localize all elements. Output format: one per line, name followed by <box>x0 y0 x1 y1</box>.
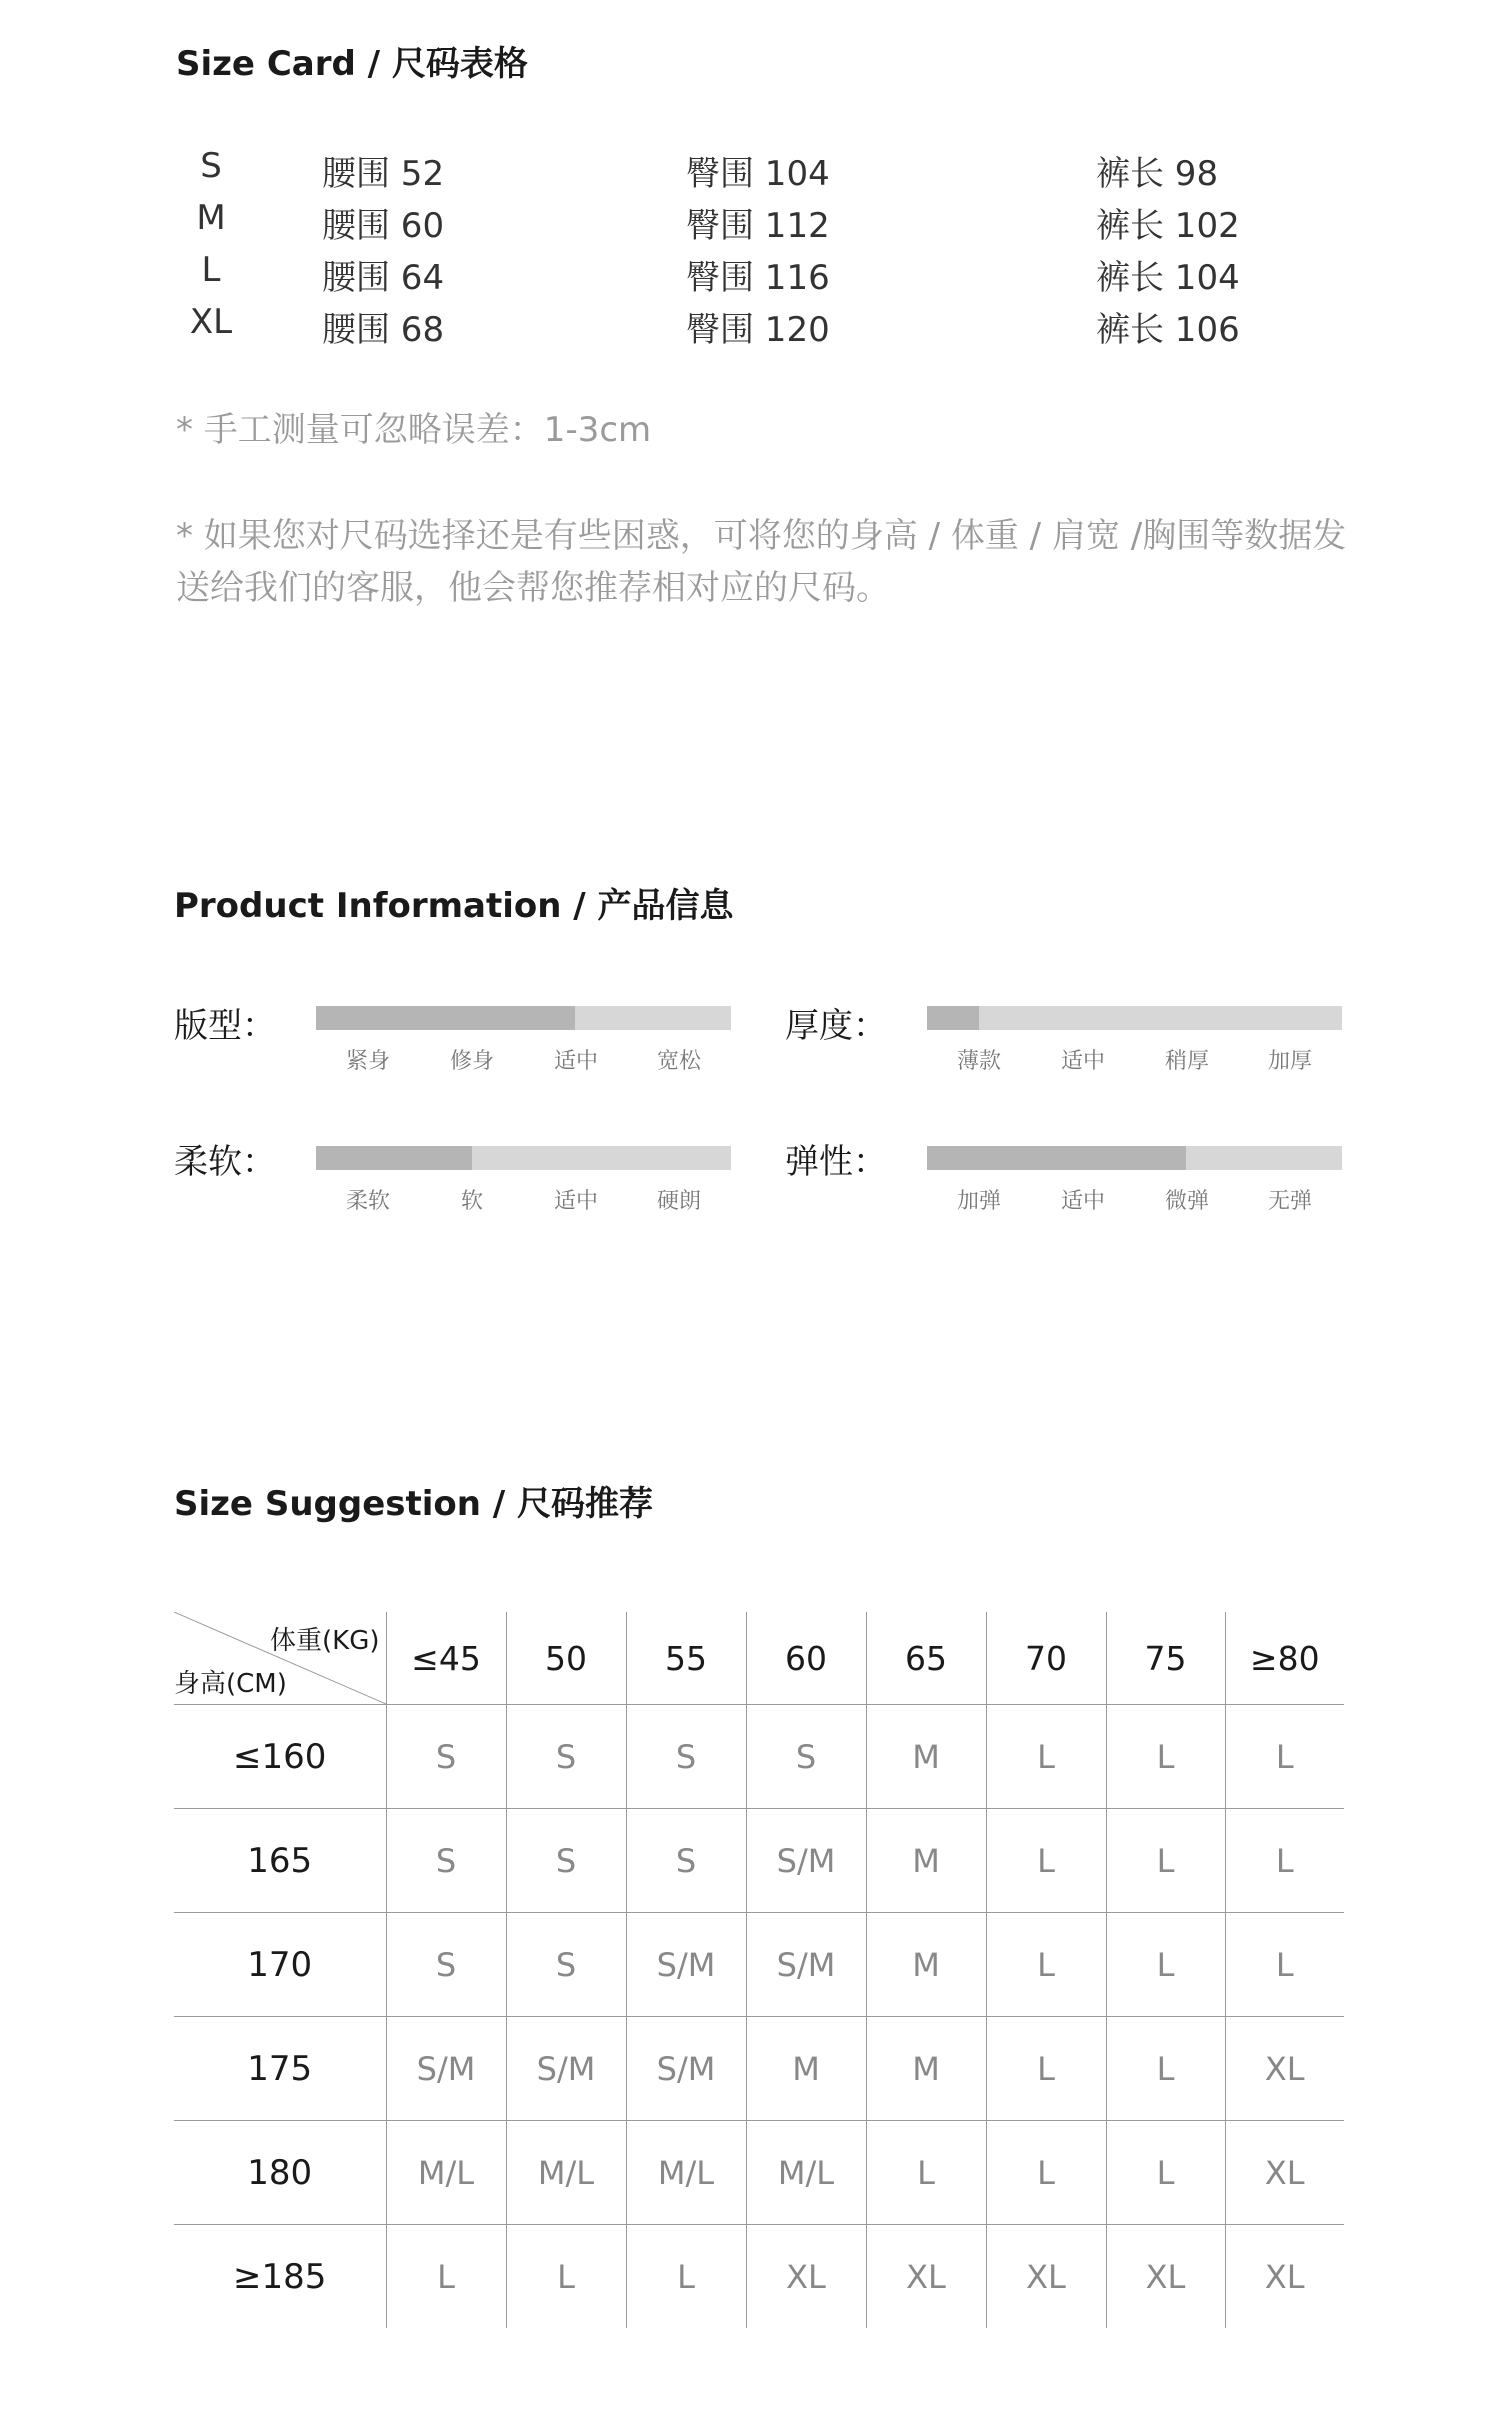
hip-value: 臀围 112 <box>686 206 830 246</box>
weight-header: ≥80 <box>1225 1612 1344 1705</box>
softness-ticks <box>316 1184 731 1214</box>
fit-bar <box>316 1006 731 1030</box>
size-row <box>176 302 1356 354</box>
height-header: 170 <box>174 1913 386 2017</box>
table-row <box>174 2017 1344 2121</box>
height-axis-label: 身高(CM) <box>174 1669 287 1699</box>
softness-bar <box>316 1146 731 1170</box>
size-cell: M/L <box>386 2121 506 2225</box>
size-cell: S/M <box>746 1913 866 2017</box>
size-label: L <box>201 250 221 290</box>
size-cell: S/M <box>626 2017 746 2121</box>
table-row <box>174 2121 1344 2225</box>
size-cell: S/M <box>746 1809 866 1913</box>
size-cell: L <box>386 2225 506 2329</box>
size-cell: L <box>506 2225 626 2329</box>
thickness-tick: 加厚 <box>1267 1049 1312 1074</box>
size-cell: M <box>866 1913 986 2017</box>
elasticity-bar-fill <box>927 1146 1186 1170</box>
fit-tick: 宽松 <box>656 1049 701 1074</box>
hip-value: 臀围 116 <box>686 258 830 298</box>
elasticity-tick: 无弹 <box>1267 1189 1312 1214</box>
fit-tick: 修身 <box>449 1049 494 1074</box>
waist-value: 腰围 64 <box>322 258 445 298</box>
softness-tick: 软 <box>460 1189 483 1214</box>
size-cell: S/M <box>626 1913 746 2017</box>
thickness-label: 厚度： <box>785 1006 887 1046</box>
fit-label: 版型： <box>174 1006 276 1046</box>
hip-value: 臀围 104 <box>686 154 830 194</box>
thickness-tick: 稍厚 <box>1164 1049 1209 1074</box>
size-cell: XL <box>1225 2121 1344 2225</box>
elasticity-ticks <box>927 1184 1342 1214</box>
waist-value: 腰围 68 <box>322 310 445 350</box>
fit-tick: 适中 <box>553 1049 598 1074</box>
elasticity-label: 弹性： <box>785 1142 887 1182</box>
elasticity-tick: 加弹 <box>956 1189 1001 1214</box>
size-label: M <box>196 198 226 238</box>
weight-header: ≤45 <box>386 1612 506 1705</box>
thickness-tick: 薄款 <box>956 1049 1001 1074</box>
table-row <box>174 2225 1344 2329</box>
size-cell: L <box>1106 1913 1225 2017</box>
fit-bar-fill <box>316 1006 575 1030</box>
size-cell: S <box>746 1705 866 1809</box>
size-cell: S <box>626 1809 746 1913</box>
size-cell: XL <box>1106 2225 1225 2329</box>
size-cell: L <box>1225 1809 1344 1913</box>
size-cell: M/L <box>626 2121 746 2225</box>
softness-tick: 适中 <box>553 1189 598 1214</box>
size-card-title: Size Card / 尺码表格 <box>176 44 528 84</box>
size-suggestion-table <box>174 1612 1344 2328</box>
height-header: ≥185 <box>233 2256 327 2297</box>
size-cell: S <box>386 1913 506 2017</box>
size-row <box>176 146 1356 198</box>
thickness-bar <box>927 1006 1342 1030</box>
thickness-tick: 适中 <box>1060 1049 1105 1074</box>
height-header: 180 <box>174 2121 386 2225</box>
size-label: XL <box>189 302 233 342</box>
consult-note: * 如果您对尺码选择还是有些困惑，可将您的身高 / 体重 / 肩宽 /胸围等数据发送给我们的客服，他会帮您推荐相对应的尺码。 <box>176 516 1347 608</box>
size-cell: L <box>866 2121 986 2225</box>
size-cell: M <box>866 1705 986 1809</box>
size-cell: XL <box>986 2225 1106 2329</box>
weight-header: 70 <box>986 1612 1106 1705</box>
size-cell: M/L <box>506 2121 626 2225</box>
size-row <box>176 250 1356 302</box>
size-cell: S/M <box>386 2017 506 2121</box>
size-cell: S <box>506 1809 626 1913</box>
hip-value: 臀围 120 <box>686 310 830 350</box>
size-label: S <box>200 146 222 186</box>
thickness-ticks <box>927 1044 1342 1074</box>
length-value: 裤长 104 <box>1096 258 1240 298</box>
waist-value: 腰围 52 <box>322 154 445 194</box>
size-cell: S <box>506 1705 626 1809</box>
size-cell: L <box>1106 2121 1225 2225</box>
table-header-row <box>174 1612 1344 1705</box>
length-value: 裤长 98 <box>1096 154 1219 194</box>
height-header: 175 <box>174 2017 386 2121</box>
table-row <box>174 1705 1344 1809</box>
size-cell: S <box>386 1809 506 1913</box>
height-header: 165 <box>174 1809 386 1913</box>
size-cell: L <box>986 1913 1106 2017</box>
size-cell: XL <box>1225 2225 1344 2329</box>
table-row <box>174 1913 1344 2017</box>
size-cell: M <box>866 2017 986 2121</box>
measurement-note: * 手工测量可忽略误差：1-3cm <box>176 410 652 450</box>
size-cell: L <box>626 2225 746 2329</box>
softness-tick: 柔软 <box>345 1189 390 1214</box>
size-cell: M/L <box>746 2121 866 2225</box>
length-value: 裤长 102 <box>1096 206 1240 246</box>
size-cell: S <box>386 1705 506 1809</box>
fit-tick: 紧身 <box>345 1049 390 1074</box>
fit-ticks <box>316 1044 731 1074</box>
softness-bar-fill <box>316 1146 472 1170</box>
size-cell: M <box>746 2017 866 2121</box>
size-cell: M <box>866 1809 986 1913</box>
product-info-title: Product Information / 产品信息 <box>174 886 734 926</box>
waist-value: 腰围 60 <box>322 206 445 246</box>
size-cell: L <box>986 2017 1106 2121</box>
size-cell: L <box>1225 1913 1344 2017</box>
elasticity-tick: 微弹 <box>1164 1189 1209 1214</box>
weight-axis-label: 体重(KG) <box>270 1626 380 1656</box>
size-cell: XL <box>746 2225 866 2329</box>
size-cell: L <box>1106 1705 1225 1809</box>
size-cell: S <box>626 1705 746 1809</box>
softness-label: 柔软： <box>174 1142 276 1182</box>
size-cell: L <box>1106 2017 1225 2121</box>
size-cell: S/M <box>506 2017 626 2121</box>
size-cell: S <box>506 1913 626 2017</box>
elasticity-tick: 适中 <box>1060 1189 1105 1214</box>
size-row <box>176 198 1356 250</box>
weight-header: 50 <box>506 1612 626 1705</box>
size-cell: XL <box>1225 2017 1344 2121</box>
size-cell: L <box>1106 1809 1225 1913</box>
size-cell: L <box>986 1809 1106 1913</box>
size-cell: L <box>1225 1705 1344 1809</box>
softness-tick: 硬朗 <box>656 1189 701 1214</box>
weight-header: 55 <box>626 1612 746 1705</box>
height-header: ≤160 <box>174 1705 386 1809</box>
table-row <box>174 1809 1344 1913</box>
weight-header: 75 <box>1106 1612 1225 1705</box>
weight-header: 65 <box>866 1612 986 1705</box>
size-cell: L <box>986 1705 1106 1809</box>
size-suggestion-title: Size Suggestion / 尺码推荐 <box>174 1484 654 1524</box>
elasticity-bar <box>927 1146 1342 1170</box>
thickness-bar-fill <box>927 1006 979 1030</box>
weight-header: 60 <box>746 1612 866 1705</box>
table-corner-cell <box>174 1612 386 1705</box>
length-value: 裤长 106 <box>1096 310 1240 350</box>
size-cell: XL <box>866 2225 986 2329</box>
size-cell: L <box>986 2121 1106 2225</box>
